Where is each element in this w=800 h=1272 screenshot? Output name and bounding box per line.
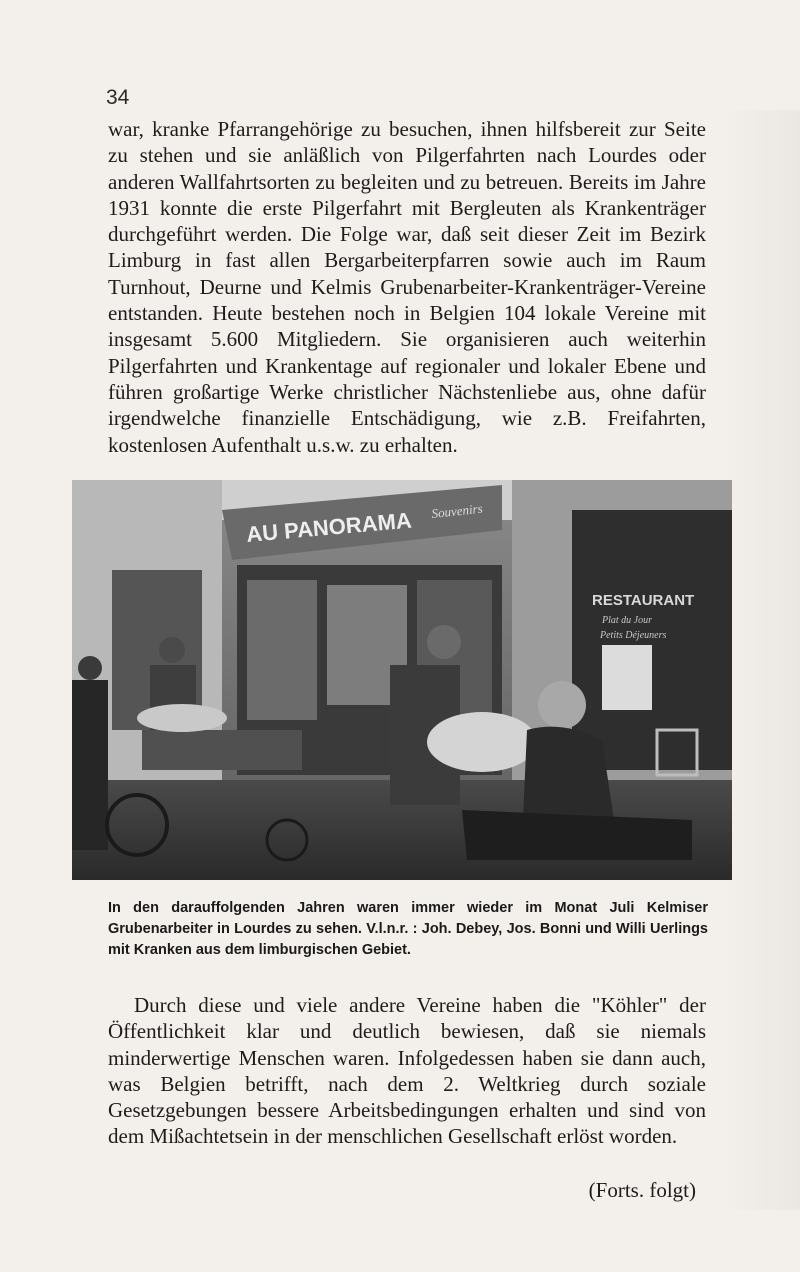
shop-sign-small: Souvenirs (430, 500, 484, 521)
menu-board (602, 645, 652, 710)
restaurant-sign-sub-1: Plat du Jour (602, 615, 652, 626)
photo-illustration (72, 480, 732, 880)
restaurant-sign-sub-2: Petits Déjeuners (600, 630, 667, 641)
body-paragraph-1: war, kranke Pfarrangehörige zu besuchen, ihnen hilfsbereit zur Seite zu stehen und sie anläßlich von Pilgerfahrten nach Lourdes oder anderen Wallfahrtsorten zu begleiten und zu betreuen. Bereits im Jahre 1931 konnte die erste Pilgerfahrt mit Bergleuten als Krankenträger durchgeführt werden. Die Folge war, daß seit dieser Zeit im Bezirk Limburg in fast allen Bergarbeiterpfarren sowie auch im Raum Turnhout, Deurne und Kelmis Grubenarbeiter-Krankenträger-Vereine entstanden. Heute bestehen noch in Belgien 104 lokale Vereine mit insgesamt 5.600 Mitgliedern. Sie organisieren auch weiterhin Pilgerfahrten und Krankentage auf regionaler und lokaler Ebene und führen großartige Werke christlicher Nächstenliebe aus, ohne dafür irgendwelche finanzielle Entschädigung, wie z.B. Freifahrten, kostenlosen Aufenthalt u.s.w. zu erhalten. (108, 117, 706, 457)
person-left (72, 680, 108, 850)
seated-woman (538, 681, 586, 729)
page-bleed-through (720, 110, 800, 1210)
body-paragraph-2: Durch diese und viele andere Vereine haben die "Köhler" der Öffentlichkeit klar und deutlich bewiesen, daß sie niemals minderwertige Menschen waren. Infolgedessen haben sie dann auch, was Belgien betrifft, nach dem 2. Weltkrieg durch soziale Gesetzgebungen bessere Arbeitsbedingungen erhalten und sind von dem Mißachtetsein in der menschlichen Gesellschaft erlöst worden. (108, 993, 706, 1149)
cart-left (142, 730, 302, 770)
photo-caption: In den darauffolgenden Jahren waren immer wieder im Monat Juli Kelmiser Grubenarbeiter in Lourdes zu sehen. V.l.n.r. : Joh. Debey, Jos. Bonni und Willi Uerlings mit Kranken aus dem limburgischen Gebiet. (108, 900, 708, 958)
continued-note: (Forts. folgt) (588, 1178, 696, 1202)
restaurant-sign: RESTAURANT (592, 592, 695, 609)
person-debey (159, 637, 185, 663)
person-bonni (427, 625, 461, 659)
page-number: 34 (106, 86, 130, 109)
street-photo (72, 480, 732, 880)
shop-sign: AU PANORAMA (245, 507, 413, 547)
pillow (427, 712, 537, 772)
